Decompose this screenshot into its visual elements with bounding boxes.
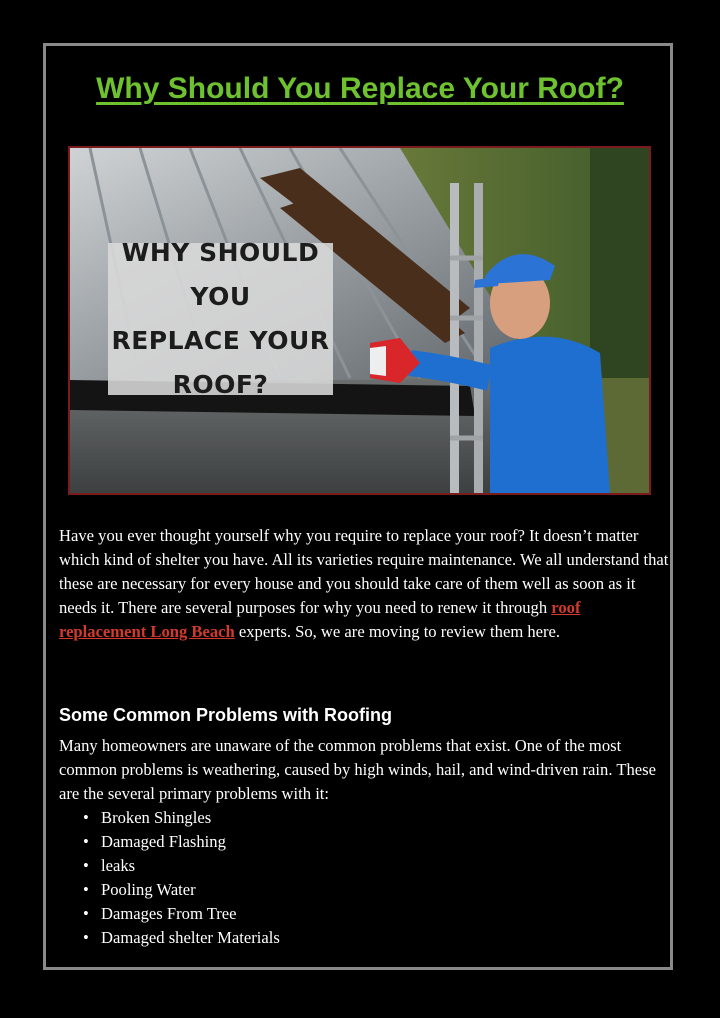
list-item: • leaks bbox=[80, 854, 280, 878]
problems-list bbox=[80, 806, 280, 950]
overlay-line-2: REPLACE YOUR bbox=[111, 326, 330, 355]
intro-paragraph bbox=[59, 524, 669, 644]
list-item: • Damages From Tree bbox=[80, 902, 280, 926]
section-heading: Some Common Problems with Roofing bbox=[59, 705, 393, 725]
roof-replacement-link[interactable]: roof replacement Long Beach bbox=[59, 598, 581, 641]
intro-text-start: Have you ever thought yourself why you require to replace your roof? It doesn’t matter which kind of shelter you have. All its varieties require maintenance. We all understand that these are necessary for every house and you should take care of them well as soon as it needs it. There are several purposes for why you need to renew it through bbox=[59, 526, 669, 617]
list-item: • Pooling Water bbox=[80, 878, 280, 902]
list-item: • Damaged Flashing bbox=[80, 830, 280, 854]
section-paragraph: Many homeowners are unaware of the common problems that exist. One of the most common problems is weathering, caused by high winds, hail, and wind-driven rain. These are the several primary problems with it: bbox=[59, 736, 656, 803]
list-item: • Broken Shingles bbox=[80, 806, 280, 830]
overlay-line-1: WHY SHOULD YOU bbox=[121, 238, 320, 311]
page-title: Why Should You Replace Your Roof? bbox=[96, 72, 624, 105]
overlay-line-3: ROOF? bbox=[172, 370, 269, 399]
hero-overlay-caption bbox=[108, 238, 333, 399]
intro-text-end: experts. So, we are moving to review them here. bbox=[234, 622, 561, 641]
hero-image bbox=[68, 146, 651, 495]
list-item: • Damaged shelter Materials bbox=[80, 926, 280, 950]
